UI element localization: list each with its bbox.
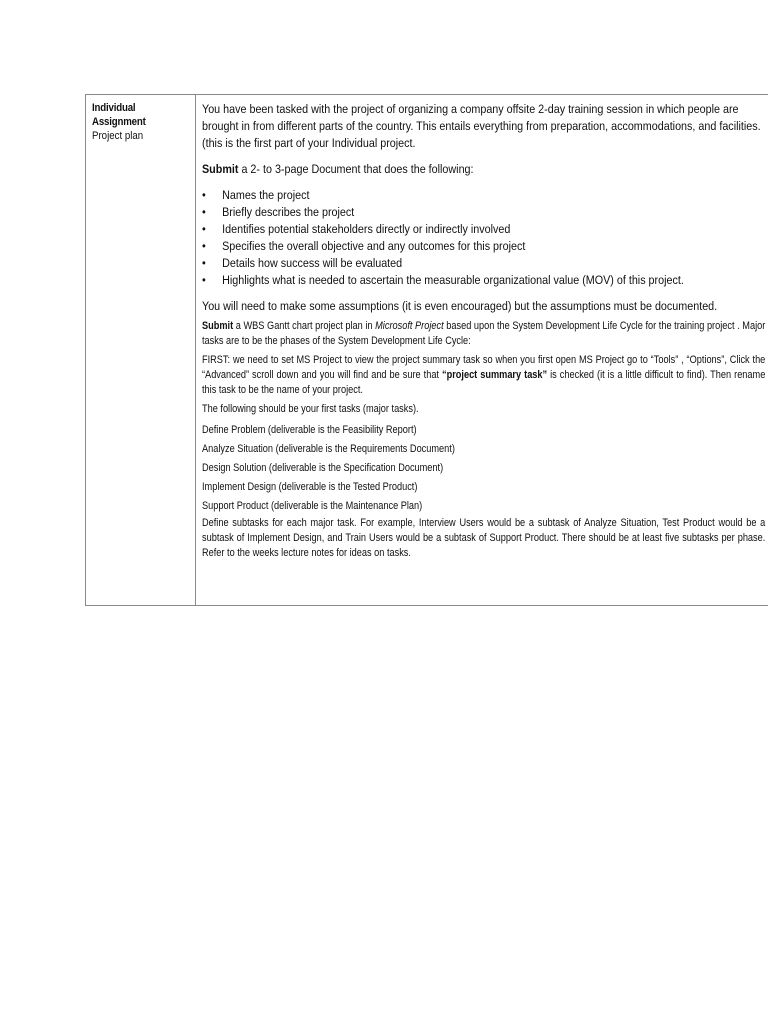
submit-document-paragraph: [202, 161, 762, 178]
assignment-table: [85, 94, 768, 606]
major-task-item: Implement Design (deliverable is the Tested Product): [202, 481, 418, 493]
requirements-list: [202, 187, 762, 289]
list-item-text: Briefly describes the project: [222, 205, 355, 219]
assumptions-paragraph: You will need to make some assumptions (it is even encouraged) but the assumptions must be documented.: [202, 299, 718, 313]
assignment-label-line2: Assignment: [92, 116, 146, 128]
major-task-item: Analyze Situation (deliverable is the Requirements Document): [202, 443, 455, 455]
bullet-icon: •: [202, 273, 206, 287]
subtasks-paragraph: Define subtasks for each major task. For example, Interview Users would be a subtask of Analyze Situation, Test Product would be a subtask of Implement Design, and Train Users would be a subtask of Support Product. There should be at least five subtasks per phase. Refer to the weeks lecture notes for ideas on tasks.: [202, 517, 766, 559]
major-task-item: Support Product (deliverable is the Maintenance Plan): [202, 500, 423, 512]
assignment-label-sub: Project plan: [92, 130, 144, 142]
submit-document-text: a 2- to 3-page Document that does the following:: [238, 162, 474, 176]
list-item: [202, 238, 768, 255]
first-text-1: FIRST: we need to set MS Project to view the project summary task so when you first open MS Project go to “Tools” , “Options”, Click the “Advanced” scroll down and you will find and be sure that: [202, 354, 766, 381]
submit-gantt-text-1: a WBS Gantt chart project plan in: [233, 320, 376, 332]
list-item-text: Specifies the overall objective and any outcomes for this project: [222, 239, 526, 253]
list-item-text: Highlights what is needed to ascertain the measurable organizational value (MOV) of this project.: [222, 273, 684, 287]
intro-paragraph: You have been tasked with the project of organizing a company offsite 2-day training session in which people are brought in from different parts of the country. This entails everything from preparation, accommodations, and facilities. (this is the first part of your Individual project.: [202, 102, 761, 150]
bullet-icon: •: [202, 239, 206, 253]
list-item: [202, 255, 768, 272]
bullet-icon: •: [202, 188, 206, 202]
project-summary-task-bold: “project summary task”: [442, 369, 548, 381]
major-task-item: Design Solution (deliverable is the Specification Document): [202, 462, 444, 474]
list-item-text: Identifies potential stakeholders directly or indirectly involved: [222, 222, 511, 236]
major-task-item: Define Problem (deliverable is the Feasibility Report): [202, 424, 417, 436]
submit-gantt-bold: Submit: [202, 320, 234, 332]
first-tasks-heading: The following should be your first tasks (major tasks).: [202, 403, 419, 415]
submit-gantt-text-2: based upon the System Development Life Cycle for the training project . Major tasks are to be the phases of the System Development Life Cycle:: [202, 320, 766, 347]
submit-gantt-paragraph: [202, 319, 765, 349]
assignment-content-cell: [202, 101, 766, 561]
assignment-label-line1: Individual: [92, 102, 136, 114]
list-item: [202, 272, 768, 289]
submit-bold: Submit: [202, 162, 239, 176]
list-item: [202, 204, 768, 221]
assignment-label-cell: [86, 95, 196, 605]
list-item-text: Details how success will be evaluated: [222, 256, 403, 270]
ms-project-italic: Microsoft Project: [375, 320, 444, 332]
bullet-icon: •: [202, 222, 206, 236]
bullet-icon: •: [202, 256, 206, 270]
first-text-2: is checked (it is a little difficult to find). Then rename this task to be the name of your project.: [202, 369, 766, 396]
first-instructions-paragraph: [202, 353, 765, 398]
bullet-icon: •: [202, 205, 206, 219]
list-item: [202, 187, 768, 204]
list-item: [202, 221, 768, 238]
list-item-text: Names the project: [222, 188, 310, 202]
